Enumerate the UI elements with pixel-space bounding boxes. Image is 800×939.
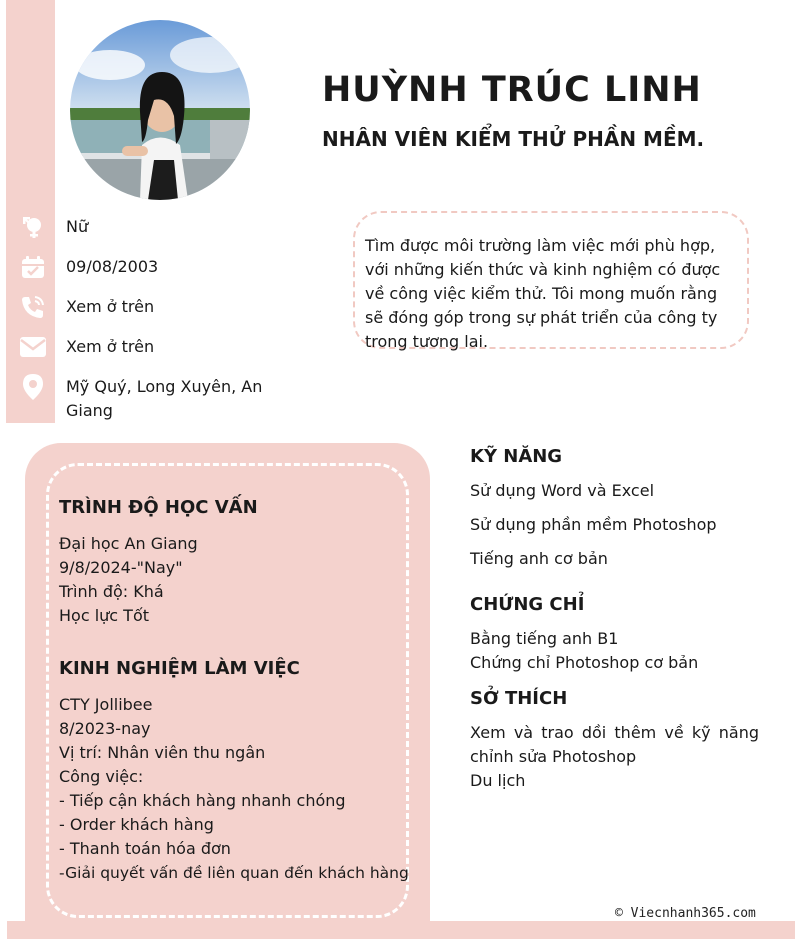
experience-line: CTY Jollibee xyxy=(59,695,153,714)
birthday-value: 09/08/2003 xyxy=(66,257,159,276)
location-pin-icon xyxy=(19,373,47,401)
experience-line: - Thanh toán hóa đơn xyxy=(59,839,231,858)
career-objective: Tìm được môi trường làm việc mới phù hợp, với những kiến thức và kinh nghiệm có được về công việc kiểm thử. Tôi mong muốn rằng sẽ đóng góp trong sự phát triển của công ty trong tương lai. xyxy=(353,211,749,349)
hobby-item: Xem và trao dồi thêm về kỹ năng xyxy=(470,723,759,742)
address-value: Mỹ Quý, Long Xuyên, An Giang xyxy=(66,377,263,420)
education-line: 9/8/2024-"Nay" xyxy=(59,558,183,577)
experience-line: 8/2023-nay xyxy=(59,719,151,738)
email-icon xyxy=(19,333,47,361)
certificate-item: Bằng tiếng anh B1 xyxy=(470,629,619,648)
education-line: Học lực Tốt xyxy=(59,606,150,625)
certificate-item: Chứng chỉ Photoshop cơ bản xyxy=(470,653,699,672)
watermark: © Viecnhanh365.com xyxy=(615,906,756,921)
hobby-item: chỉnh sửa Photoshop xyxy=(470,747,637,766)
candidate-name: HUỲNH TRÚC LINH xyxy=(322,70,702,110)
hobby-item: Du lịch xyxy=(470,771,526,790)
certificates-heading: CHỨNG CHỈ xyxy=(470,594,585,615)
education-line: Trình độ: Khá xyxy=(59,582,164,601)
avatar xyxy=(70,20,250,200)
job-title: NHÂN VIÊN KIỂM THỬ PHẦN MỀM. xyxy=(322,127,705,151)
education-heading: TRÌNH ĐỘ HỌC VẤN xyxy=(59,497,258,518)
email-value: Xem ở trên xyxy=(66,337,155,356)
phone-value: Xem ở trên xyxy=(66,297,155,316)
experience-line: Công việc: xyxy=(59,767,144,786)
bottom-accent-strip xyxy=(7,921,795,939)
experience-line: - Tiếp cận khách hàng nhanh chóng xyxy=(59,791,346,810)
gender-value: Nữ xyxy=(66,217,89,236)
experience-line: - Order khách hàng xyxy=(59,815,214,834)
experience-line: -Giải quyết vấn đề liên quan đến khách hàng xyxy=(59,864,409,882)
experience-heading: KINH NGHIỆM LÀM VIỆC xyxy=(59,658,300,679)
gender-icon xyxy=(19,213,47,241)
phone-icon xyxy=(19,293,47,321)
calendar-icon xyxy=(19,253,47,281)
skill-item: Sử dụng phần mềm Photoshop xyxy=(470,515,717,534)
hobbies-heading: SỞ THÍCH xyxy=(470,688,568,709)
experience-line: Vị trí: Nhân viên thu ngân xyxy=(59,743,266,762)
skill-item: Tiếng anh cơ bản xyxy=(470,549,608,568)
skills-heading: KỸ NĂNG xyxy=(470,446,563,467)
skill-item: Sử dụng Word và Excel xyxy=(470,481,655,500)
education-line: Đại học An Giang xyxy=(59,534,198,553)
